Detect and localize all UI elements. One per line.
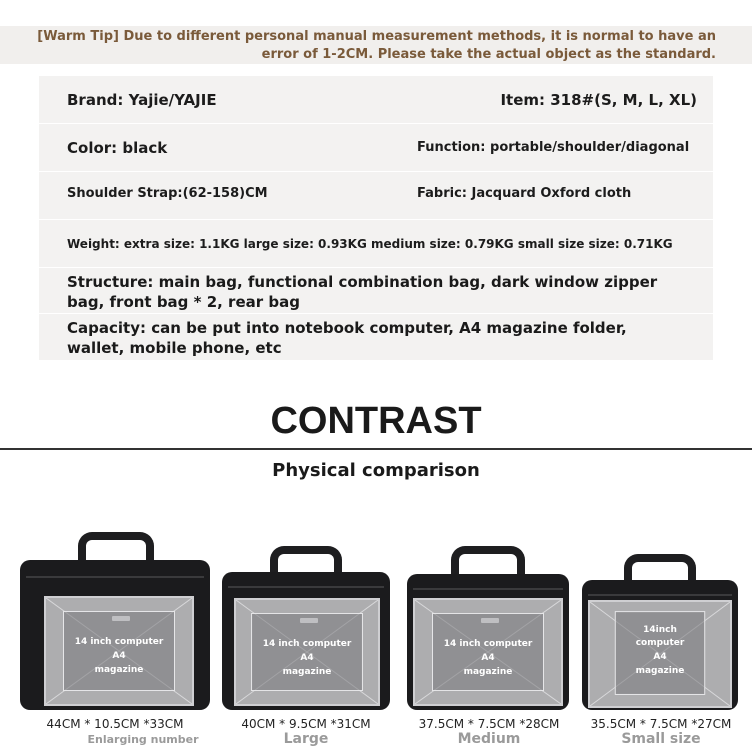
bag-dimensions: 35.5CM * 7.5CM *27CM xyxy=(590,717,732,731)
overlay-label-magazine: magazine xyxy=(282,667,332,677)
divider-line xyxy=(0,448,752,450)
warm-tip-banner xyxy=(0,26,752,64)
bag-medium xyxy=(407,544,569,710)
overlay-label-a4: A4 xyxy=(300,653,314,663)
warm-tip-text: [Warm Tip] Due to different personal manual measurement methods, it is normal to have an error of 1-2CM. Please take the actual object as the standard. xyxy=(37,29,716,62)
overlay-label-computer: 14 inch computer xyxy=(443,639,533,649)
size-overlay xyxy=(588,600,732,708)
strap-text: Shoulder Strap:(62-158)CM xyxy=(67,186,268,201)
spec-row-strap xyxy=(39,172,713,220)
bag-dimensions: 44CM * 10.5CM *33CM xyxy=(46,717,184,731)
bag-size-name: Medium xyxy=(457,731,521,747)
capacity-text: Capacity: can be put into notebook computer, A4 magazine folder, wallet, mobile phone, etc xyxy=(67,319,627,357)
brand-text: Brand: Yajie/YAJIE xyxy=(67,91,217,109)
contrast-title: CONTRAST xyxy=(270,400,482,442)
overlay-label-a4: A4 xyxy=(653,652,667,662)
bag-zipper xyxy=(413,588,563,590)
overlay-tag xyxy=(112,616,130,621)
top-strip xyxy=(0,0,752,8)
function-text: Function: portable/shoulder/diagonal xyxy=(417,140,690,155)
overlay-label-a4: A4 xyxy=(481,653,495,663)
bag-size-name: Large xyxy=(283,731,329,747)
item-text: Item: 318#(S, M, L, XL) xyxy=(500,91,697,109)
overlay-tag xyxy=(481,618,499,623)
overlay-label-magazine: magazine xyxy=(463,667,513,677)
spec-row-color xyxy=(39,124,713,172)
spec-row-weight xyxy=(39,220,713,268)
weight-text: Weight: extra size: 1.1KG large size: 0.93KG medium size: 0.79KG small size size: 0.71KG xyxy=(67,237,673,251)
bag-dimensions: 37.5CM * 7.5CM *28CM xyxy=(418,717,560,731)
bag-small xyxy=(582,552,738,710)
color-text: Color: black xyxy=(67,139,168,157)
size-overlay xyxy=(413,598,563,706)
bag-zipper xyxy=(26,576,204,578)
bag-dimensions: 40CM * 9.5CM *31CM xyxy=(241,717,371,731)
overlay-label-computer: 14 inch computer xyxy=(74,637,164,647)
spec-row-structure xyxy=(39,268,713,314)
overlay-label-computer: computer xyxy=(635,638,685,648)
fabric-text: Fabric: Jacquard Oxford cloth xyxy=(417,186,632,201)
spec-row-capacity xyxy=(39,314,713,360)
bag-extra-large xyxy=(20,530,210,710)
overlay-tag xyxy=(300,618,318,623)
bag-zipper xyxy=(588,594,732,596)
overlay-label-magazine: magazine xyxy=(94,665,144,675)
bag-zipper xyxy=(228,586,384,588)
overlay-label-computer: 14 inch computer xyxy=(262,639,352,649)
structure-text: Structure: main bag, functional combination bag, dark window zipper bag, front bag * 2, rear bag xyxy=(67,273,658,311)
overlay-label-size: 14inch xyxy=(643,625,677,635)
bag-large xyxy=(222,544,390,710)
physical-comparison-title: Physical comparison xyxy=(272,460,480,481)
size-overlay xyxy=(44,596,194,706)
size-overlay xyxy=(234,598,380,706)
overlay-label-a4: A4 xyxy=(112,651,126,661)
bag-size-name: Enlarging number xyxy=(87,733,199,746)
spec-table xyxy=(39,76,713,360)
spec-row-brand xyxy=(39,76,713,124)
bag-size-name: Small size xyxy=(621,731,701,747)
overlay-label-magazine: magazine xyxy=(635,666,685,676)
